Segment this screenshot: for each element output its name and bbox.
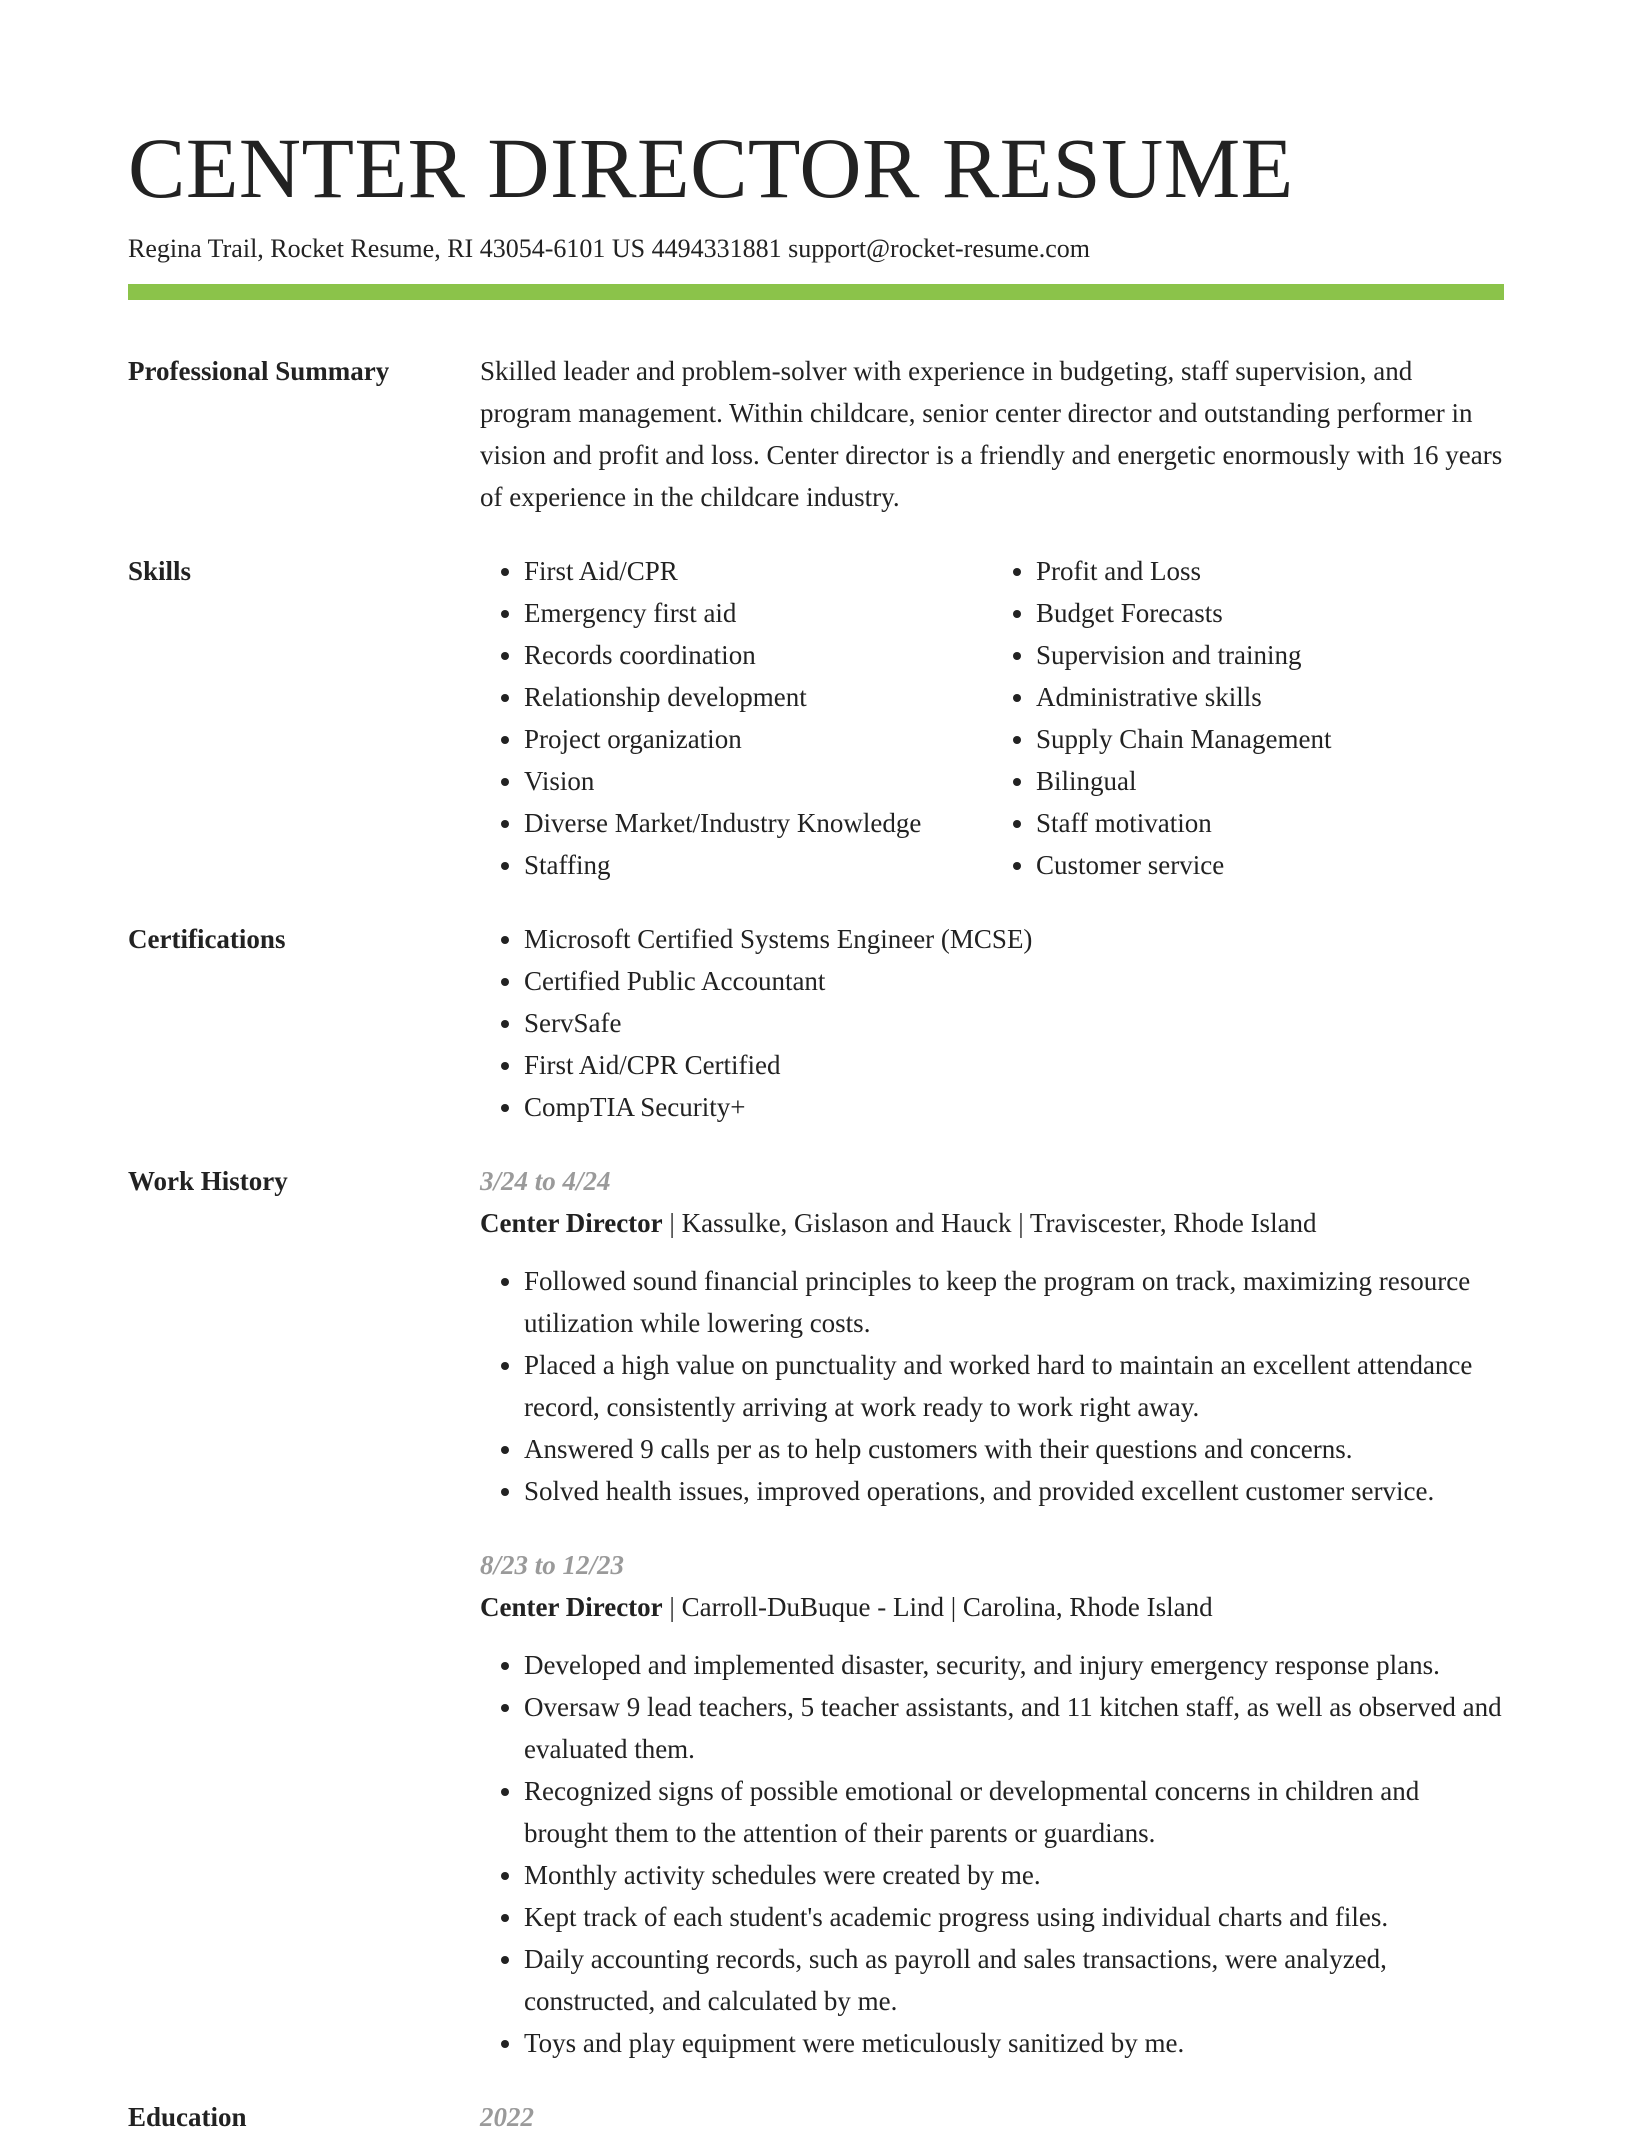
job-details: | Carroll-DuBuque - Lind | Carolina, Rhode Island [662,1592,1213,1622]
list-item: • Placed a high value on punctuality and worked hard to maintain an excellent attendance record, consistently arriving at work ready to work right away. [524,1344,1504,1428]
list-item: • First Aid/CPR [524,550,992,592]
header-divider [128,284,1504,300]
list-item: • CompTIA Security+ [524,1086,1504,1128]
section-label: Work History [128,1166,288,1196]
job-dates: 8/23 to 12/23 [480,1550,625,1580]
education-section [128,2096,1504,2138]
list-item: • Relationship development [524,676,992,718]
job-details: | Kassulke, Gislason and Hauck | Traviscester, Rhode Island [662,1208,1317,1238]
list-item: • Developed and implemented disaster, security, and injury emergency response plans. [524,1644,1504,1686]
job-dates: 3/24 to 4/24 [480,1166,611,1196]
list-item: • Diverse Market/Industry Knowledge [524,802,992,844]
section-label: Certifications [128,924,286,954]
section-label: Skills [128,556,192,586]
education-date: 2022 [480,2102,534,2132]
work-history-content [480,1160,1504,2064]
job-entry [480,1544,1504,2064]
list-item: • Microsoft Certified Systems Engineer (MCSE) [524,918,1504,960]
list-item: • Daily accounting records, such as payroll and sales transactions, were analyzed, constructed, and calculated by me. [524,1938,1504,2022]
list-item: • Oversaw 9 lead teachers, 5 teacher assistants, and 11 kitchen staff, as well as observed and evaluated them. [524,1686,1504,1770]
certifications-content [480,918,1504,1128]
list-item: • Recognized signs of possible emotional or developmental concerns in children and brought them to the attention of their parents or guardians. [524,1770,1504,1854]
skills-list [992,550,1504,886]
list-item: • Administrative skills [1036,676,1504,718]
list-item: • Records coordination [524,634,992,676]
education-content [480,2096,1504,2138]
list-item: • Kept track of each student's academic progress using individual charts and files. [524,1896,1504,1938]
work-history-section [128,1160,1504,2064]
section-label: Professional Summary [128,356,390,386]
list-item: • Customer service [1036,844,1504,886]
list-item: • Budget Forecasts [1036,592,1504,634]
certifications-section [128,918,1504,1128]
list-item: • Solved health issues, improved operations, and provided excellent customer service. [524,1470,1504,1512]
resume-title: CENTER DIRECTOR RESUME [128,120,1294,216]
section-label: Education [128,2102,247,2132]
list-item: • Certified Public Accountant [524,960,1504,1002]
list-item: • Toys and play equipment were meticulously sanitized by me. [524,2022,1504,2064]
list-item: • Project organization [524,718,992,760]
job-title: Center Director [480,1208,663,1238]
skills-columns [480,550,1504,886]
list-item: • Supervision and training [1036,634,1504,676]
list-item: • Supply Chain Management [1036,718,1504,760]
list-item: • Profit and Loss [1036,550,1504,592]
job-bullets [480,1260,1504,1512]
job-heading [480,1586,1504,1628]
list-item: • Monthly activity schedules were created by me. [524,1854,1504,1896]
summary-text: Skilled leader and problem-solver with experience in budgeting, staff supervision, and program management. Within childcare, senior center director and outstanding performer in vision and profit and loss. Center director is a friendly and energetic enormously with 16 years of experience in the childcare industry. [480,356,1503,512]
skills-section [128,550,1504,886]
list-item: • Bilingual [1036,760,1504,802]
list-item: • Vision [524,760,992,802]
job-title: Center Director [480,1592,663,1622]
job-bullets [480,1644,1504,2064]
list-item: • Emergency first aid [524,592,992,634]
job-entry [480,1160,1504,1512]
job-heading [480,1202,1504,1244]
list-item: • Staff motivation [1036,802,1504,844]
list-item: • Staffing [524,844,992,886]
skills-list [480,550,992,886]
list-item: • Followed sound financial principles to keep the program on track, maximizing resource utilization while lowering costs. [524,1260,1504,1344]
certifications-list [480,918,1504,1128]
list-item: • Answered 9 calls per as to help customers with their questions and concerns. [524,1428,1504,1470]
list-item: • ServSafe [524,1002,1504,1044]
resume-page [128,118,1504,2138]
contact-line: Regina Trail, Rocket Resume, RI 43054-6101 US 4494331881 support@rocket-resume.com [128,234,1090,263]
list-item: • First Aid/CPR Certified [524,1044,1504,1086]
summary-section [128,350,1504,518]
